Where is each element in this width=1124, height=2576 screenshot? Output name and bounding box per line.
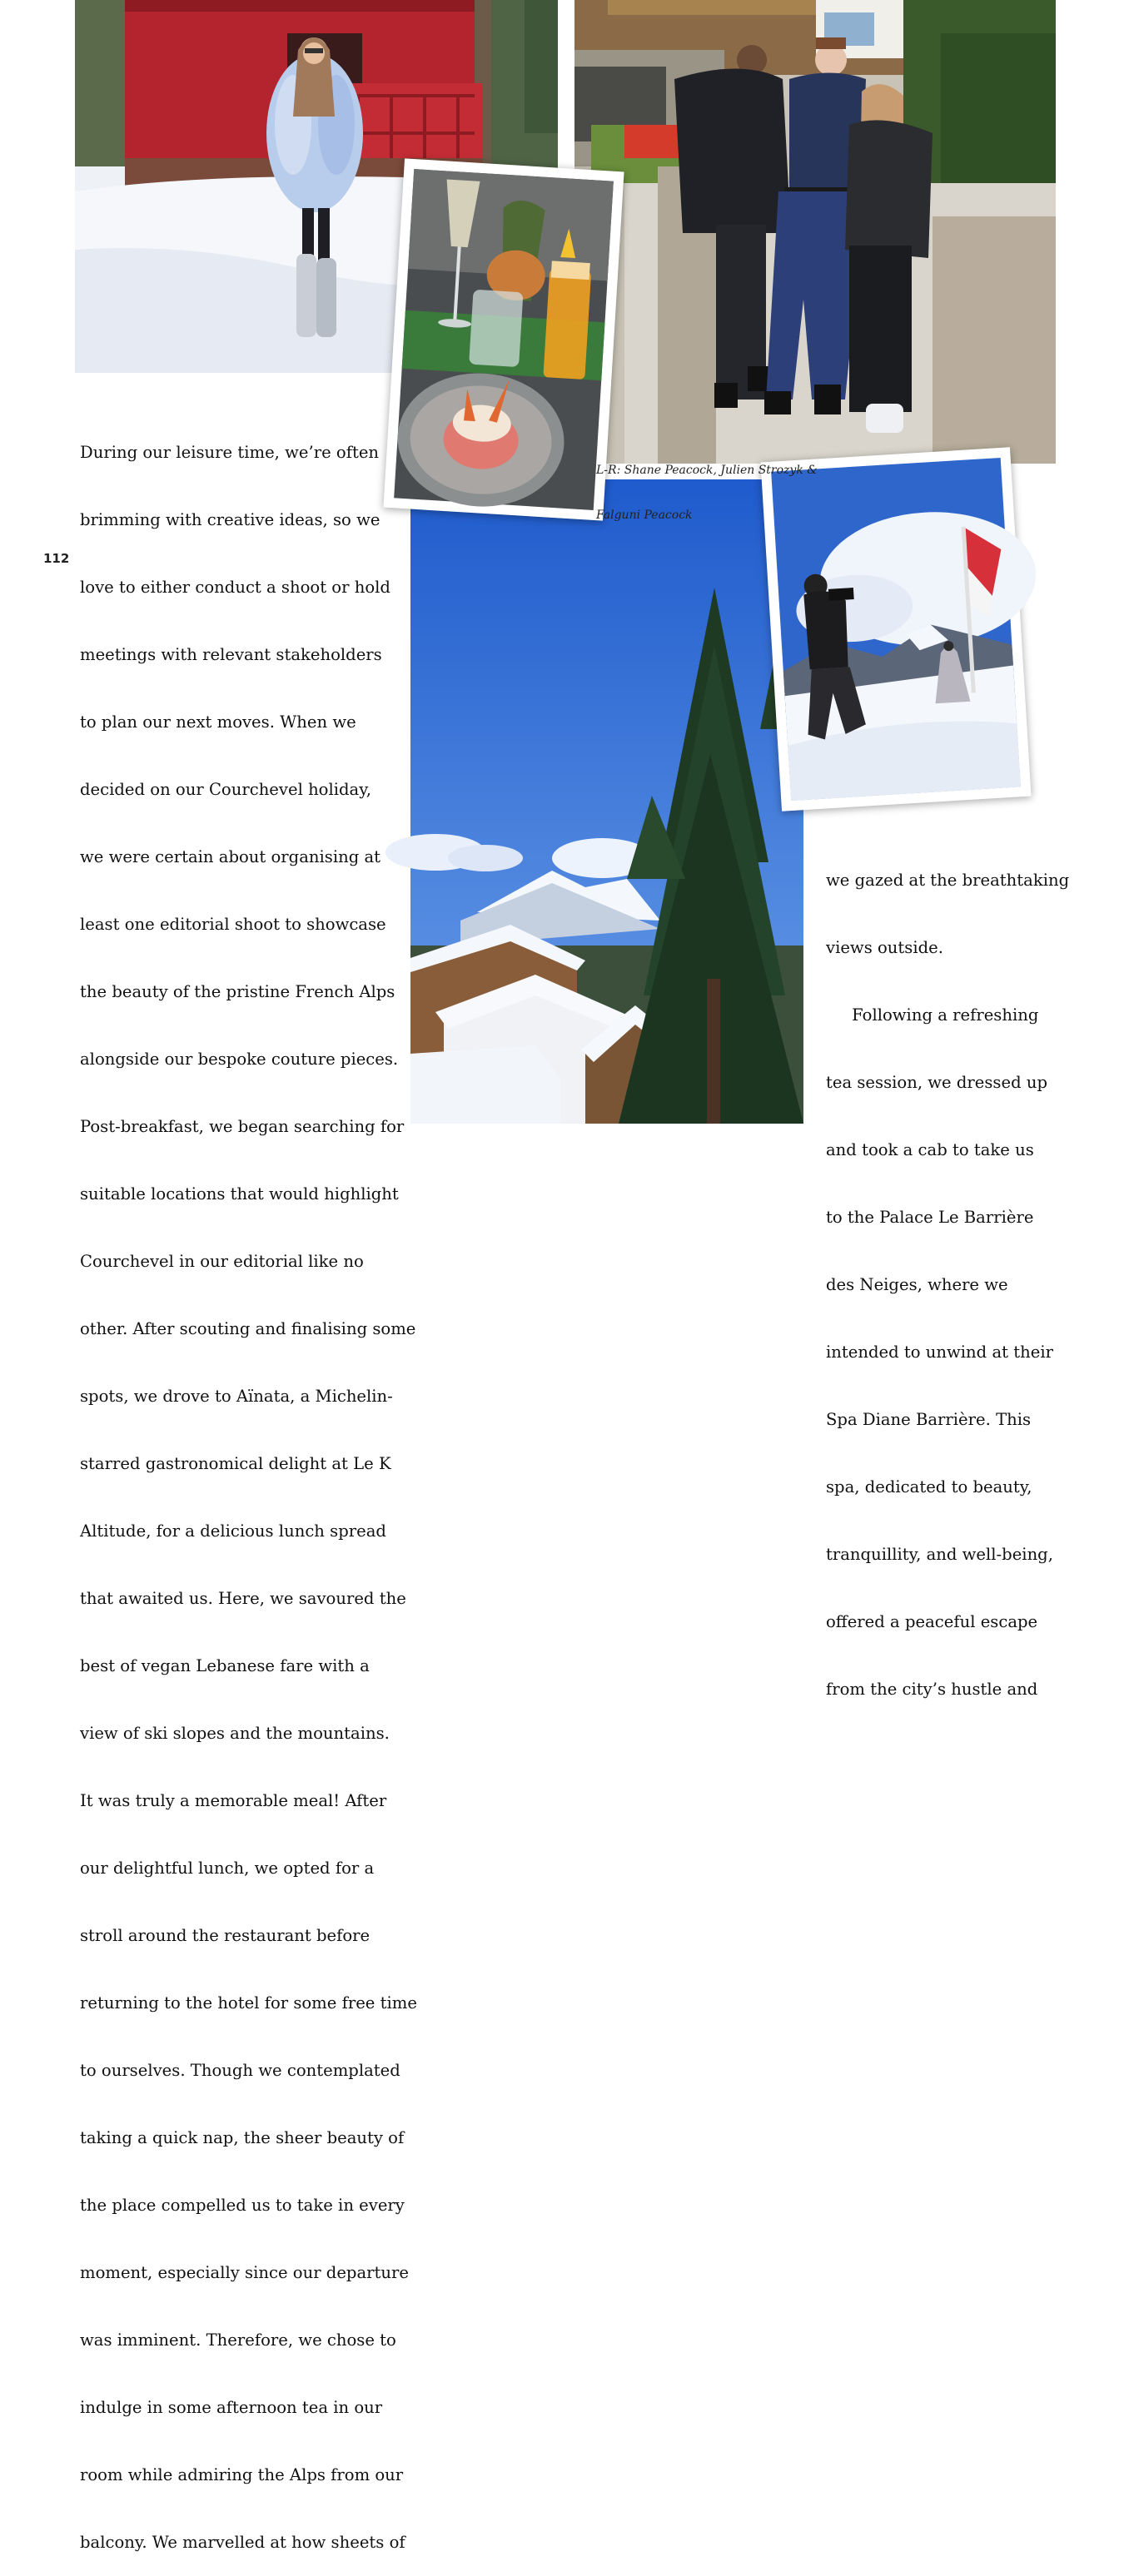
text-line: returning to the hotel for some free time <box>80 1993 417 2013</box>
text-line: from the city’s hustle and <box>826 1680 1038 1699</box>
caption-line: Falguni Peacock <box>596 509 693 522</box>
text-line: Spa Diane Barrière. This <box>826 1410 1032 1429</box>
text-line: It was truly a memorable meal! After <box>80 1791 387 1810</box>
text-line: and took a cab to take us <box>826 1140 1034 1159</box>
text-line: tranquillity, and well-being, <box>826 1545 1053 1564</box>
text-line: stroll around the restaurant before <box>80 1926 371 1945</box>
text-line: views outside. <box>826 938 943 957</box>
text-line: to plan our next moves. When we <box>80 712 356 732</box>
text-line: was imminent. Therefore, we chose to <box>80 2330 396 2350</box>
article-column-left <box>80 396 417 2576</box>
text-line: indulge in some afternoon tea in our <box>80 2398 383 2417</box>
page-number: 112 <box>43 551 70 566</box>
group-photo-caption <box>596 433 846 538</box>
text-line: love to either conduct a shoot or hold <box>80 578 390 597</box>
group-photo <box>574 0 1056 464</box>
text-line: During our leisure time, we’re often <box>80 443 380 462</box>
lunch-photo <box>394 169 614 510</box>
text-line: moment, especially since our departure <box>80 2263 409 2282</box>
text-line: to the Palace Le Barrière <box>826 1208 1034 1227</box>
text-line: decided on our Courchevel holiday, <box>80 780 371 799</box>
text-line: that awaited us. Here, we savoured the <box>80 1589 406 1608</box>
text-line: room while admiring the Alps from our <box>80 2465 404 2484</box>
text-line: balcony. We marvelled at how sheets of <box>80 2533 405 2552</box>
text-line: starred gastronomical delight at Le K <box>80 1454 391 1473</box>
text-line: other. After scouting and finalising some <box>80 1319 416 1338</box>
village-photo <box>410 479 803 1124</box>
text-line: Altitude, for a delicious lunch spread <box>80 1521 386 1541</box>
text-line: spa, dedicated to beauty, <box>826 1477 1032 1496</box>
text-line: Courchevel in our editorial like no <box>80 1252 364 1271</box>
text-line: we gazed at the breathtaking <box>826 871 1070 890</box>
article-column-right <box>826 824 1069 1723</box>
caption-line: L-R: Shane Peacock, Julien Strozyk & <box>596 464 818 477</box>
text-line: best of vegan Lebanese fare with a <box>80 1656 370 1675</box>
text-line: des Neiges, where we <box>826 1275 1008 1294</box>
group-photo-art <box>574 0 1056 464</box>
text-line: to ourselves. Though we contemplated <box>80 2061 400 2080</box>
text-line: spots, we drove to Aïnata, a Michelin- <box>80 1387 393 1406</box>
text-line: our delightful lunch, we opted for a <box>80 1859 375 1878</box>
text-line: meetings with relevant stakeholders <box>80 645 382 664</box>
text-line: Post-breakfast, we began searching for <box>80 1117 405 1136</box>
text-line: we were certain about organising at <box>80 847 381 866</box>
text-line: tea session, we dressed up <box>826 1073 1048 1092</box>
lunch-photo-art <box>394 169 614 510</box>
text-line: the beauty of the pristine French Alps <box>80 982 395 1001</box>
village-photo-art <box>410 479 803 1124</box>
lunch-polaroid <box>383 158 624 520</box>
text-line: the place compelled us to take in every <box>80 2196 405 2215</box>
text-line: intended to unwind at their <box>826 1343 1053 1362</box>
text-line: alongside our bespoke couture pieces. <box>80 1050 399 1069</box>
text-line: least one editorial shoot to showcase <box>80 915 386 934</box>
text-line: brimming with creative ideas, so we <box>80 510 380 529</box>
text-line: taking a quick nap, the sheer beauty of <box>80 2128 405 2147</box>
text-line: Following a refreshing <box>826 1005 1039 1025</box>
text-line: view of ski slopes and the mountains. <box>80 1724 390 1743</box>
text-line: suitable locations that would highlight <box>80 1184 399 1204</box>
text-line: offered a peaceful escape <box>826 1612 1038 1631</box>
